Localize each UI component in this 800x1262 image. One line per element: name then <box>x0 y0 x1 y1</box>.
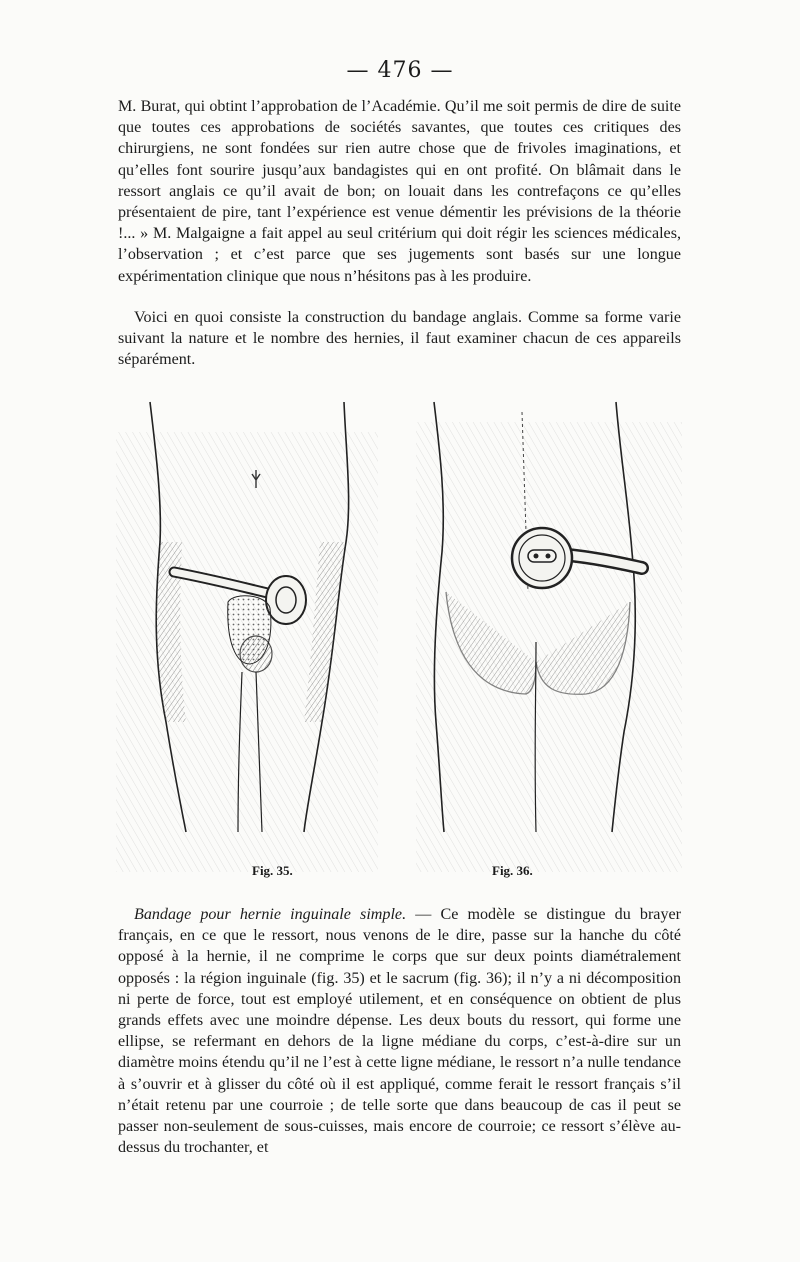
paragraph-3-lead: Bandage pour hernie inguinale simple. <box>134 906 407 923</box>
engraving-illustration <box>116 392 682 892</box>
paragraph-3-body: — Ce modèle se distingue du brayer français, en ce que le ressort, nous venons de le dire, passe sur la hanche du côté opposé à la hernie, il ne comprime le corps que sur deux points diamétralement opposés : la région inguinale (fig. 35) et le sacrum (fig. 36); il n’y a ni décomposition ni perte de force, tout est employé utilement, et en conséquence on obtient de plus grands effets avec une moindre dépense. Les deux bouts du ressort, qui forme une ellipse, se refermant en dehors de la ligne médiane du corps, c’est-à-dire sur un diamètre moins étendu qu’il ne l’est à cette ligne médiane, le ressort n’a nulle tendance à s’ouvrir et à glisser du côté où il est appliqué, comme ferait le ressort français s’il n’était retenu par une courroie ; de telle sorte que dans beaucoup de cas il peut se passer non-seulement de sous-cuisses, mais encore de courroie; ce ressort s’élève au-dessus du trochanter, et <box>118 906 681 1157</box>
figure-36-caption: Fig. 36. <box>492 863 533 878</box>
page-number: — 476 — <box>346 58 454 83</box>
paragraph-3 <box>118 904 681 1158</box>
engraving-figures <box>116 392 682 892</box>
figure-36-drawing <box>416 402 682 872</box>
figure-35-caption: Fig. 35. <box>252 863 293 878</box>
paragraph-2: Voici en quoi consiste la construction du bandage anglais. Comme sa forme varie suivant la nature et le nombre des hernies, il faut examiner chacun de ces appareils séparément. <box>118 309 681 369</box>
figure-35-drawing <box>116 402 378 872</box>
paragraph-1: M. Burat, qui obtint l’approbation de l’Académie. Qu’il me soit permis de dire de suite que toutes ces approbations de sociétés savantes, que toutes ces critiques des chirurgiens, ne sont fondées sur rien autre chose que de frivoles imaginations, et qu’elles font sourire jusqu’aux bandagistes qui en ont profité. On blâmait dans le ressort anglais ce qu’il avait de bon; on louait dans les contrefaçons ce qu’elles présentaient de pire, tant l’expérience est venue démentir les prévisions de la théorie !... » M. Malgaigne a fait appel au seul critérium qui doit régir les sciences médicales, l’observation ; et c’est parce que ses jugements sont basés sur une longue expérimentation clinique que nous n’hésitons pas à les produire. <box>118 98 681 285</box>
